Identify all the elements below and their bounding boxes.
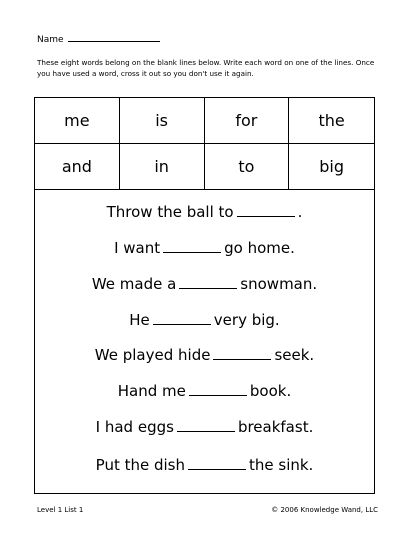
sentence-text: breakfast. (237, 418, 314, 436)
answer-blank[interactable] (188, 455, 246, 470)
word-cell: the (289, 98, 374, 144)
name-label: Name (37, 35, 64, 45)
answer-blank[interactable] (189, 381, 247, 396)
worksheet-box (34, 97, 375, 494)
word-cell: is (120, 98, 205, 144)
sentence-text: Put the dish (95, 456, 185, 474)
answer-blank[interactable] (163, 238, 221, 253)
sentence-text: . (297, 203, 303, 221)
footer-level: Level 1 List 1 (37, 506, 84, 514)
sentence-text: I want (114, 239, 161, 257)
sentence (35, 417, 374, 436)
answer-blank[interactable] (153, 310, 211, 325)
sentence (35, 345, 374, 364)
sentence-text: very big. (213, 311, 280, 329)
sentence (35, 202, 374, 221)
sentence (35, 274, 374, 293)
word-cell: me (35, 98, 120, 144)
sentence-text: snowman. (240, 275, 318, 293)
word-bank (35, 98, 374, 190)
name-line[interactable] (68, 33, 160, 42)
sentence-text: Hand me (117, 382, 186, 400)
sentence-text: Throw the ball to (106, 203, 234, 221)
answer-blank[interactable] (177, 417, 235, 432)
sentence-text: the sink. (249, 456, 314, 474)
answer-blank[interactable] (213, 345, 271, 360)
sentence-text: We made a (91, 275, 177, 293)
sentence (35, 310, 374, 329)
word-cell: to (205, 144, 290, 189)
word-cell: and (35, 144, 120, 189)
sentence-text: go home. (224, 239, 295, 257)
sentence-text: We played hide (94, 346, 211, 364)
word-cell: for (205, 98, 290, 144)
answer-blank[interactable] (237, 202, 295, 217)
word-cell: in (120, 144, 205, 189)
sentence (35, 381, 374, 400)
sentence (35, 455, 374, 474)
sentence-text: seek. (274, 346, 315, 364)
word-cell: big (319, 157, 344, 176)
instructions: These eight words belong on the blank lines below. Write each word on one of the lines. Once you have used a word, cross it out so you don't use it again. (37, 58, 375, 78)
answer-blank[interactable] (179, 274, 237, 289)
footer-copyright: © 2006 Knowledge Wand, LLC (271, 506, 378, 514)
sentence-text: He (129, 311, 150, 329)
sentence-text: book. (249, 382, 292, 400)
sentence (35, 238, 374, 257)
name-row (37, 33, 160, 45)
sentence-text: I had eggs (95, 418, 174, 436)
